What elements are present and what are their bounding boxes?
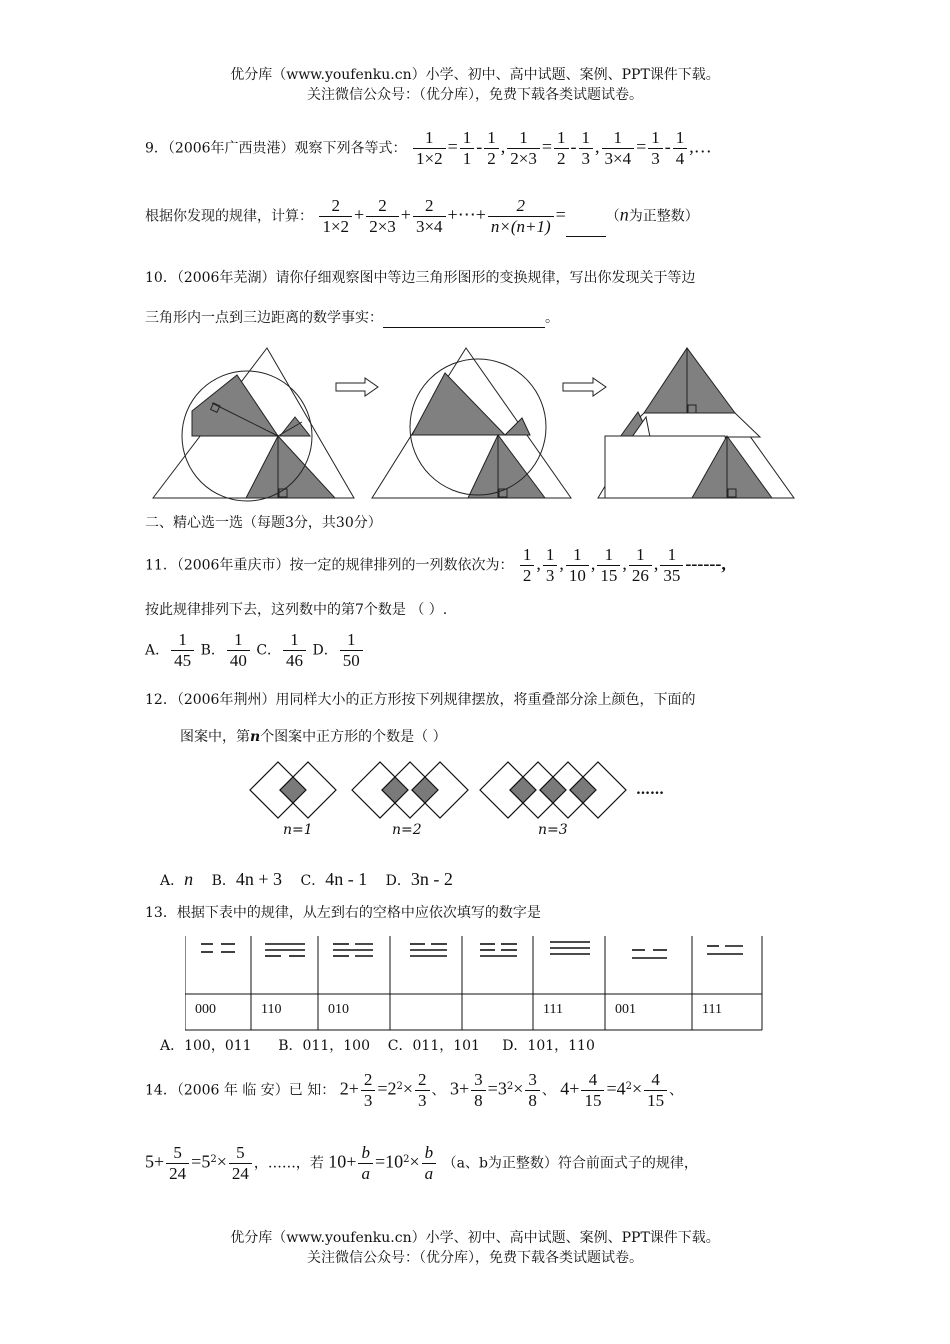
q9-sum-term-2: $\frac{2}{2\times 3}$ (366, 196, 399, 237)
q9-sum-term-n: $\frac{2}{n\times(n+1)}$ (488, 196, 554, 237)
q13-options[interactable]: A．100，011 B．011，100 C．011，101 D．101，110 (160, 1038, 595, 1054)
q12-option-d-label[interactable]: D． (385, 873, 411, 889)
q11-options (145, 630, 365, 671)
q9-equals: = (555, 204, 566, 225)
q12-dots: …… (636, 782, 664, 798)
q11-option-d[interactable]: $\frac{1}{50}$ (340, 630, 363, 671)
q14-if-a: 10 (328, 1151, 347, 1172)
q11-frac-3: $\frac{1}{10}$ (566, 545, 589, 586)
q12-var: n (250, 729, 261, 745)
q10-triangle-figure (150, 345, 820, 505)
footer-line-1: 优分库（www.youfenku.cn）小学、初中、高中试题、案例、PPT课件下载。 (230, 1230, 720, 1246)
q14-i2-a: 3 (450, 1078, 459, 1099)
q13-cell-8: 111 (702, 1002, 722, 1017)
q11-line-2: 按此规律排列下去，这列数中的第7个数是 （ ）. (145, 602, 448, 618)
q11-frac-2: $\frac{1}{3}$ (543, 545, 558, 586)
q12-line2a: 图案中，第 (180, 729, 250, 745)
q9-eq2-a: $\frac{1}{2}$ (554, 128, 569, 169)
footer-line-2: 关注微信公众号：（优分库），免费下载各类试题试卷。 (307, 1250, 643, 1266)
q9-var: n (619, 204, 629, 225)
q9-sum-term-1: $\frac{2}{1\times 2}$ (319, 196, 352, 237)
q9-note: 为正整数） (628, 208, 699, 225)
q9-prefix: 9．（2006年广西贵港）观察下列各等式： (145, 140, 407, 157)
header-line-1: 优分库（www.youfenku.cn）小学、初中、高中试题、案例、PPT课件下载。 (230, 67, 720, 83)
q9-answer-blank[interactable] (566, 224, 606, 237)
q12-line2b: 个图案中正方形的个数是（ ） (260, 729, 447, 745)
q9-eq1-a: $\frac{1}{1}$ (460, 128, 475, 169)
q11-frac-1: $\frac{1}{2}$ (520, 545, 535, 586)
q11-option-d-label[interactable]: D． (312, 642, 338, 659)
q14-mid: ，……，若 (253, 1155, 324, 1172)
q12-label-n3: n=3 (538, 822, 568, 838)
q11-option-c[interactable]: $\frac{1}{46}$ (283, 630, 306, 671)
q12-label-n1: n=1 (283, 822, 313, 838)
q14-tail: （a、b为正整数）符合前面式子的规律， (442, 1155, 698, 1172)
q9-eq2-b: $\frac{1}{3}$ (579, 128, 594, 169)
q11-tail: ------, (685, 553, 726, 574)
q9-ellipsis: ,… (689, 136, 712, 157)
q11-prefix: 11．（2006年重庆市）按一定的规律排列的一列数依次为： (145, 557, 514, 574)
q9-line-2: 根据你发现的规律，计算： $\frac{2}{1\times 2}$ + $\frac{2}{2\times 3}$ + $\frac{2}{3\times 4}$ +⋯+ $\frac{2}{n\times(n+1)}$ = （n为正整数） (145, 196, 699, 236)
q11-frac-4: $\frac{1}{15}$ (597, 545, 620, 586)
q9-eq3-b: $\frac{1}{4}$ (673, 128, 688, 169)
q14-i3-a: 4 (560, 1078, 570, 1099)
q11-option-b-label[interactable]: B． (200, 642, 225, 659)
q11-line-1: 11．（2006年重庆市）按一定的规律排列的一列数依次为： $\frac{1}{2}$ , $\frac{1}{3}$ , $\frac{1}{10}$ , $\frac{1}{15}$ , $\frac{1}{26}$ , $\frac{1}{35}$ ------, (145, 545, 726, 585)
q9-sum-term-3: $\frac{2}{3\times 4}$ (413, 196, 446, 237)
q9-eq1-b: $\frac{1}{2}$ (484, 128, 499, 169)
q11-option-c-label[interactable]: C． (256, 642, 282, 659)
q13-cell-6: 111 (543, 1002, 563, 1017)
q12-option-c[interactable]: 4n - 1 (325, 869, 368, 889)
q12-option-b[interactable]: 4n + 3 (235, 869, 283, 889)
q11-frac-6: $\frac{1}{35}$ (660, 545, 683, 586)
q11-option-b[interactable]: $\frac{1}{40}$ (227, 630, 250, 671)
q14-i1-a: 2 (339, 1078, 349, 1099)
q9-eq3-a: $\frac{1}{3}$ (648, 128, 663, 169)
q13-prompt: 13．根据下表中的规律，从左到右的空格中应依次填写的数字是 (145, 905, 541, 921)
q10-arrow-1 (336, 378, 378, 396)
q9-paren: （ (605, 208, 620, 225)
q14-line-2: 5+ $\frac{5}{24}$ $=5^2\times$ $\frac{5}{24}$ ，……，若 10+ $\frac{b}{a}$ $=10^2\times$ $\frac{b}{a}$ （a、b为正整数）符合前面式子的规律， (145, 1143, 698, 1183)
q11-frac-5: $\frac{1}{26}$ (629, 545, 652, 586)
q12-option-a-label[interactable]: A． (160, 873, 185, 889)
q10-triangle-3 (598, 348, 794, 498)
q9-dots: +⋯+ (447, 204, 486, 225)
q12-line-1: 12．（2006年荆州）用同样大小的正方形按下列规律摆放，将重叠部分涂上颜色，下面的 (145, 692, 696, 708)
q10-arrow-2 (563, 378, 606, 396)
q12-line-2 (180, 727, 447, 747)
q10-line-2 (145, 308, 559, 328)
q12-options (160, 869, 453, 891)
q9-eq3-lhs: $\frac{1}{3\times 4}$ (602, 128, 635, 169)
q14-line-1: 14．（2006 年 临 安）已 知： 2+ $\frac{2}{3}$ $=2^2\times$ $\frac{2}{3}$ 、 3+ $\frac{3}{8}$ $=3^2\times$ $\frac{3}{8}$ 、 4+ $\frac{4}{15}$ $=4^2\times$ $\frac{4}{15}$ 、 (145, 1070, 684, 1110)
q10-triangle-2 (372, 348, 571, 498)
q13-cell-7: 001 (615, 1002, 636, 1017)
q12-option-a[interactable]: n (184, 869, 194, 889)
q9-eq2-lhs: $\frac{1}{2\times 3}$ (507, 128, 540, 169)
q13-cell-1: 000 (195, 1002, 216, 1017)
section-2-title: 二、精心选一选（每题3分，共30分） (145, 515, 382, 531)
q13-cell-3: 010 (328, 1002, 349, 1017)
q11-option-a[interactable]: $\frac{1}{45}$ (171, 630, 194, 671)
q9-line-1: 9．（2006年广西贵港）观察下列各等式： $\frac{1}{1\times 2}$ = $\frac{1}{1}$ - $\frac{1}{2}$ , $\frac{1}{2\times 3}$ = $\frac{1}{2}$ - $\frac{1}{3}$ , $\frac{1}{3\times 4}$ = $\frac{1}{3}$ - $\frac{1}{4}$ ,… (145, 128, 712, 168)
q12-option-c-label[interactable]: C． (300, 873, 326, 889)
q12-option-b-label[interactable]: B． (211, 873, 236, 889)
q9-line2-prefix: 根据你发现的规律，计算： (145, 208, 313, 225)
q10-triangle-1 (153, 348, 354, 501)
q10-line-1: 10．（2006年芜湖）请你仔细观察图中等边三角形图形的变换规律，写出你发现关于等边 (145, 270, 696, 286)
header-line-2: 关注微信公众号：（优分库），免费下载各类试题试卷。 (307, 87, 643, 103)
q10-line2-text: 三角形内一点到三边距离的数学事实： (145, 310, 383, 326)
q14-l2-a: 5 (145, 1151, 154, 1172)
q12-label-n2: n=2 (392, 822, 422, 838)
q13-cell-2: 110 (261, 1002, 282, 1017)
q13-table-grid (185, 934, 767, 1034)
q11-option-a-label[interactable]: A． (145, 642, 170, 659)
q10-answer-blank[interactable] (383, 313, 545, 328)
q10-end: 。 (545, 310, 559, 326)
q9-eq1-lhs: $\frac{1}{1\times 2}$ (413, 128, 446, 169)
q14-prefix: 14．（2006 年 临 安）已 知： (145, 1082, 336, 1099)
q12-option-d[interactable]: 3n - 2 (410, 869, 453, 889)
